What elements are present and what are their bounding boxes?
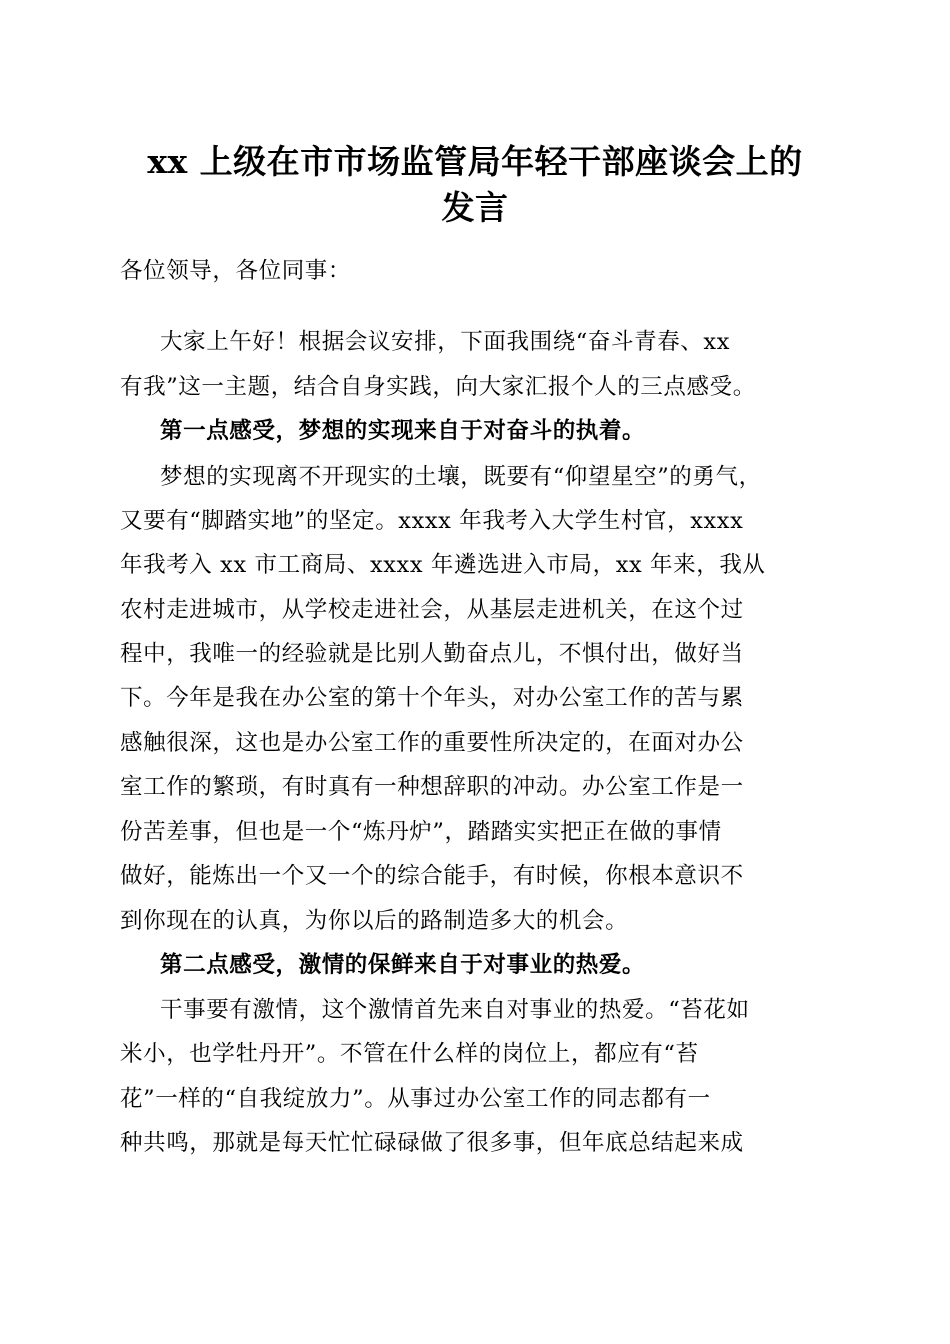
paragraph-1-line-11: 到你现在的认真，为你以后的路制造多大的机会。 (120, 908, 629, 934)
paragraph-1-line-1: 梦想的实现离不开现实的土壤，既要有“仰望星空”的勇气， (160, 464, 762, 490)
heading-point-1: 第一点感受，梦想的实现来自于对奋斗的执着。 (160, 418, 646, 444)
paragraph-2-line-1: 干事要有激情，这个激情首先来自对事业的热爱。“苔花如 (160, 997, 750, 1023)
paragraph-1-line-5: 程中，我唯一的经验就是比别人勤奋点儿，不惧付出，做好当 (120, 641, 744, 667)
intro-line-2: 有我”这一主题，结合自身实践，向大家汇报个人的三点感受。 (120, 374, 756, 400)
document-title-line-1: xx 上级在市市场监管局年轻干部座谈会上的 (147, 142, 803, 181)
paragraph-1-line-3: 年我考入 xx 市工商局、xxxx 年遴选进入市局，xx 年来，我从 (120, 552, 766, 578)
paragraph-1-line-2: 又要有“脚踏实地”的坚定。xxxx 年我考入大学生村官，xxxx (120, 508, 744, 534)
document-title-line-2: 发言 (441, 188, 509, 227)
paragraph-1-line-4: 农村走进城市，从学校走进社会，从基层走进机关，在这个过 (120, 597, 744, 623)
paragraph-1-line-9: 份苦差事，但也是一个“炼丹炉”，踏踏实实把正在做的事情 (120, 819, 722, 845)
paragraph-1-line-7: 感触很深，这也是办公室工作的重要性所决定的，在面对办公 (120, 730, 744, 756)
paragraph-1-line-10: 做好，能炼出一个又一个的综合能手，有时候，你根本意识不 (120, 863, 744, 889)
paragraph-2-line-4: 种共鸣，那就是每天忙忙碌碌做了很多事，但年底总结起来成 (120, 1130, 744, 1156)
paragraph-1-line-6: 下。今年是我在办公室的第十个年头，对办公室工作的苦与累 (120, 685, 744, 711)
intro-line-1: 大家上午好！根据会议安排，下面我围绕“奋斗青春、xx (160, 329, 730, 355)
heading-point-2: 第二点感受，激情的保鲜来自于对事业的热爱。 (160, 952, 646, 978)
paragraph-2-line-2: 米小，也学牡丹开”。不管在什么样的岗位上，都应有“苔 (120, 1041, 699, 1067)
salutation: 各位领导，各位同事： (120, 258, 352, 284)
paragraph-2-line-3: 花”一样的“自我绽放力”。从事过办公室工作的同志都有一 (120, 1086, 711, 1112)
paragraph-1-line-8: 室工作的繁琐，有时真有一种想辞职的冲动。办公室工作是一 (120, 774, 744, 800)
